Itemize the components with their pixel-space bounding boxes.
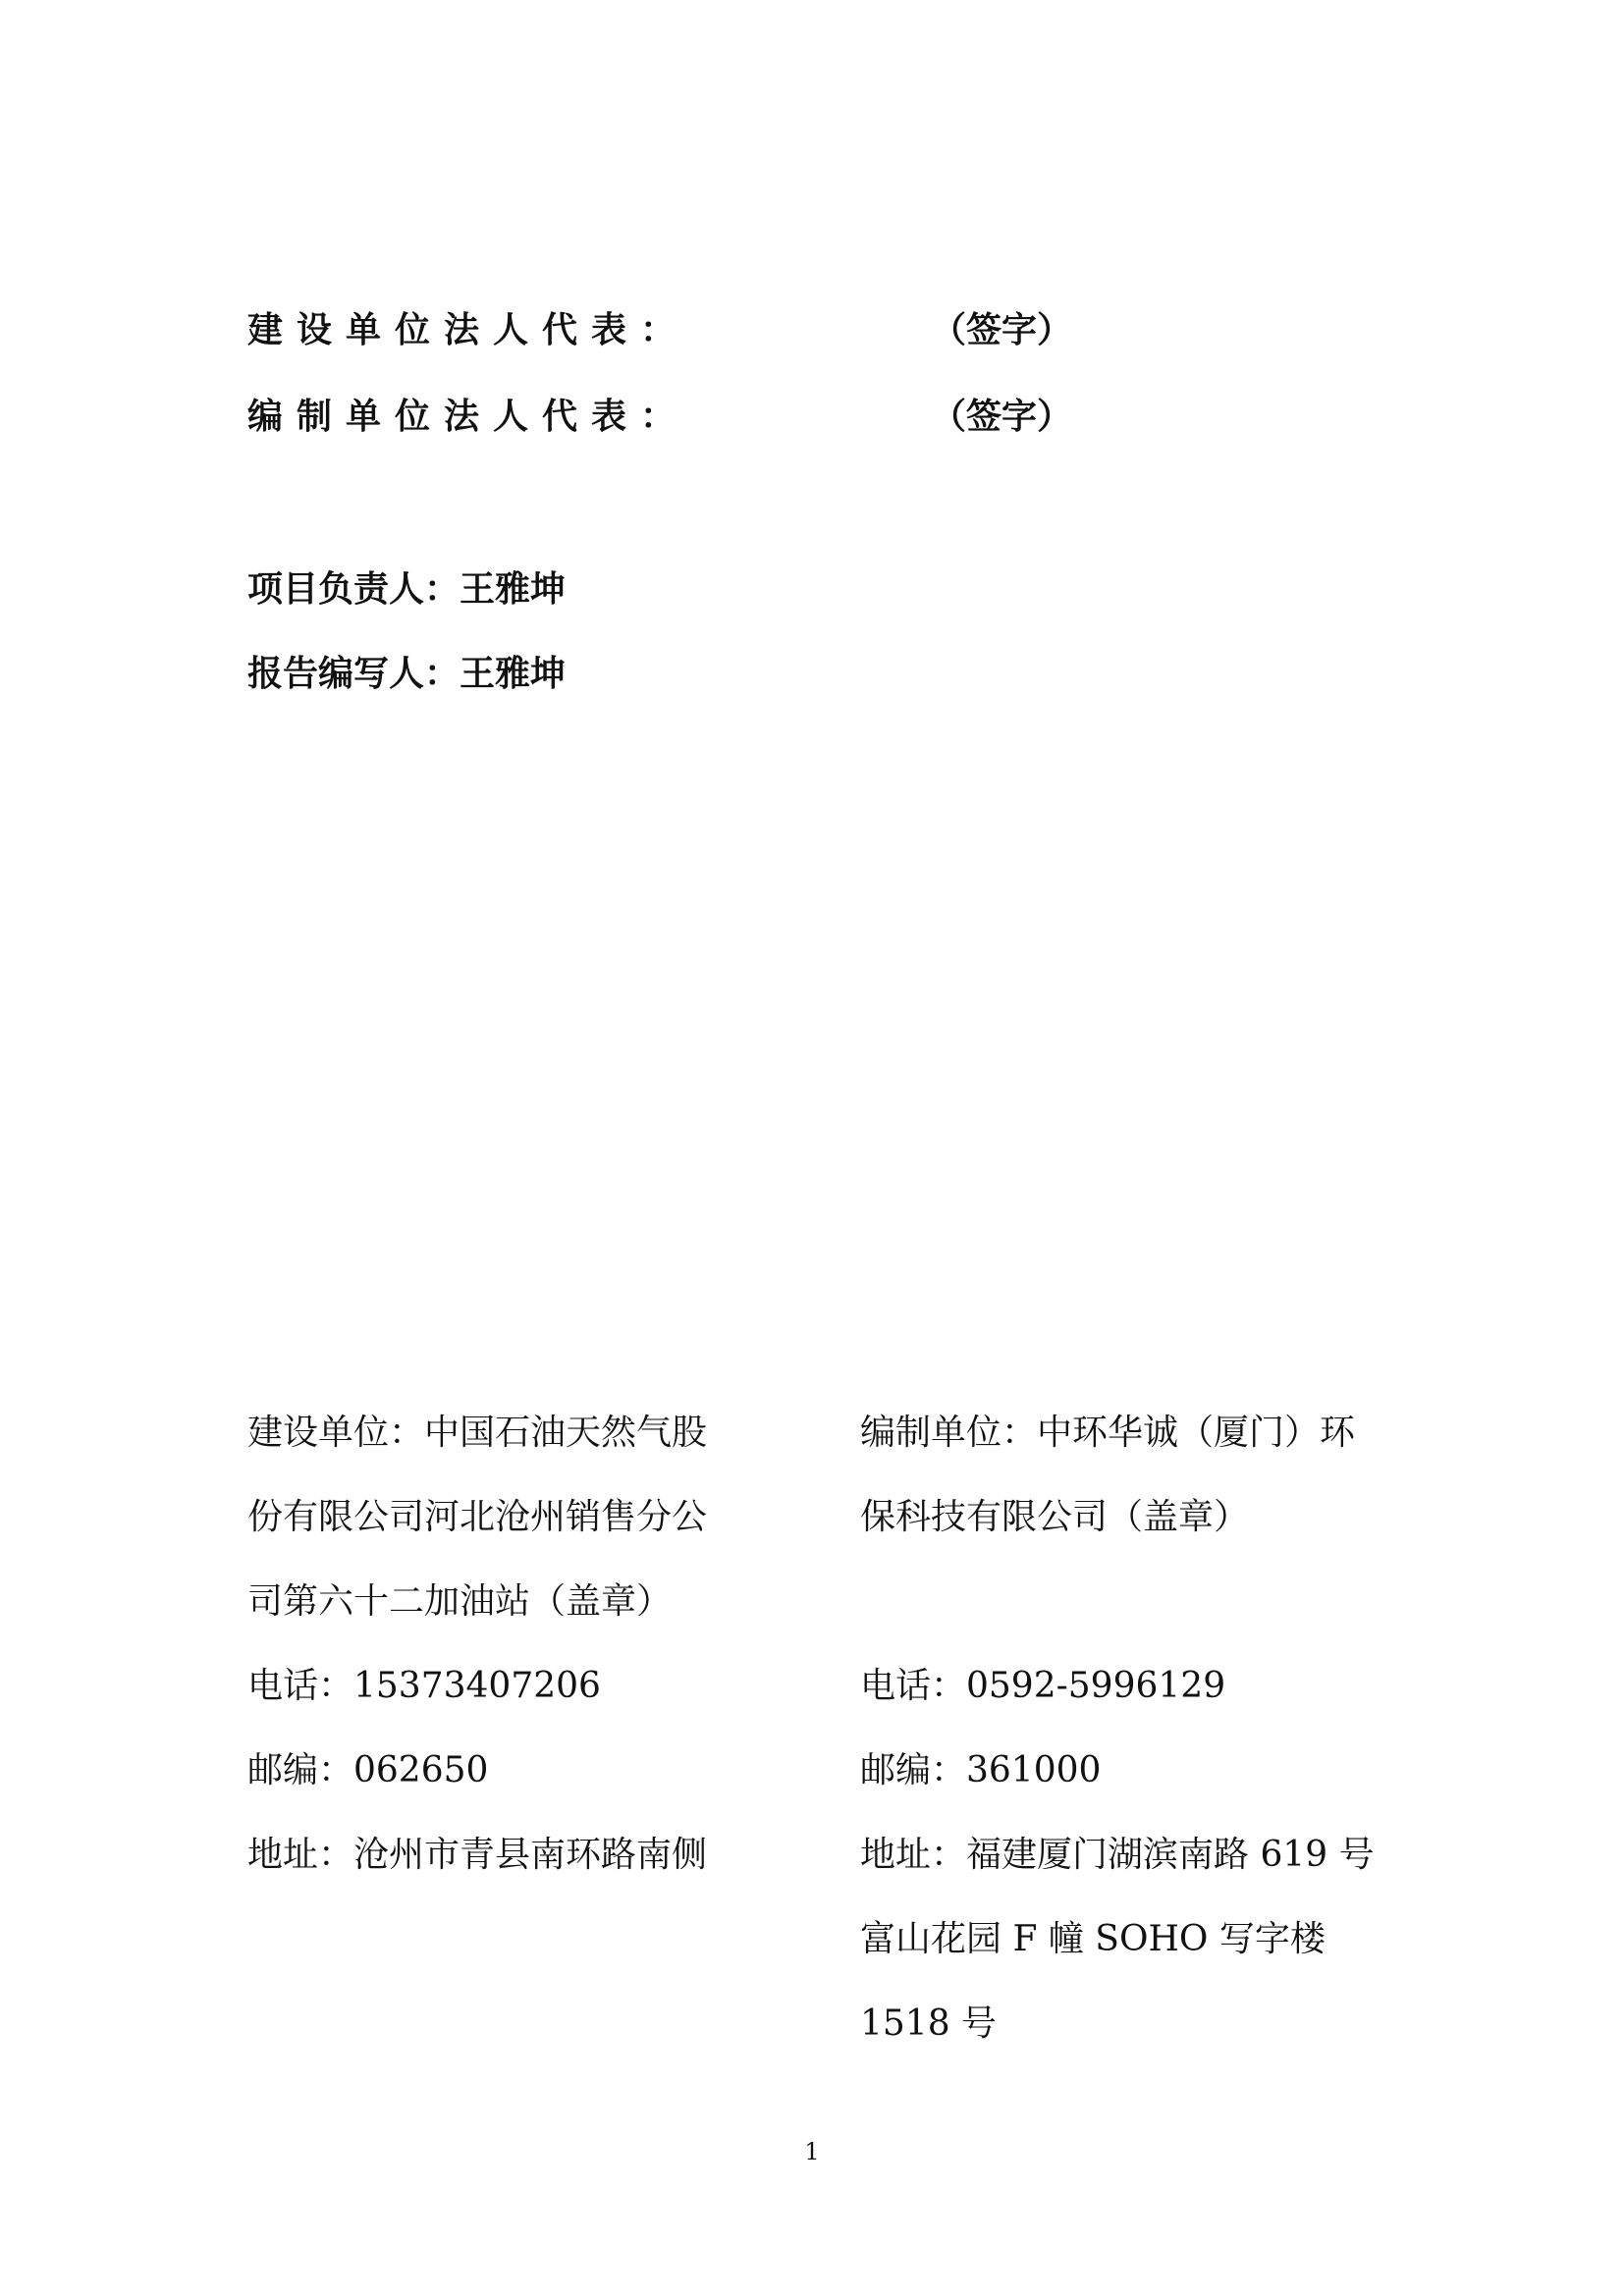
construction-signature-note: （签字） xyxy=(931,309,1073,350)
page-number: 1 xyxy=(804,2138,820,2165)
construction-unit-address: 地址：沧州市青县南环路南侧 xyxy=(247,1835,708,1875)
construction-unit-info xyxy=(247,1391,758,1897)
construction-unit-name-line: 司第六十二加油站（盖章） xyxy=(247,1581,673,1622)
compiling-unit-name-line: 编制单位：中环华诚（厦门）环 xyxy=(860,1413,1356,1453)
compiling-unit-phone: 电话：0592-5996129 xyxy=(860,1666,1226,1706)
report-writer: 报告编写人：王雅坤 xyxy=(247,653,567,694)
compiling-unit-address-line: 富山花园 F 幢 SOHO 写字楼 xyxy=(860,1919,1326,1959)
compiling-unit-address-line: 地址：福建厦门湖滨南路 619 号 xyxy=(860,1835,1375,1875)
compiling-signature-note: （签字） xyxy=(931,396,1073,437)
construction-unit-postcode: 邮编：062650 xyxy=(247,1750,489,1790)
compiling-unit-address-line: 1518 号 xyxy=(860,2003,998,2044)
project-leader: 项目负责人：王雅坤 xyxy=(247,568,567,610)
spacer-line xyxy=(860,1560,1410,1644)
construction-legal-rep-label: 建设单位法人代表： xyxy=(247,309,690,350)
construction-unit-name-line: 建设单位：中国石油天然气股 xyxy=(247,1413,708,1453)
compiling-unit-info xyxy=(860,1391,1410,2066)
construction-unit-phone: 电话：15373407206 xyxy=(247,1666,601,1706)
construction-unit-name-line: 份有限公司河北沧州销售分公 xyxy=(247,1497,708,1537)
compiling-unit-name-line: 保科技有限公司（盖章） xyxy=(860,1497,1250,1537)
compiling-legal-rep-label: 编制单位法人代表： xyxy=(247,396,690,437)
compiling-unit-postcode: 邮编：361000 xyxy=(860,1750,1102,1790)
